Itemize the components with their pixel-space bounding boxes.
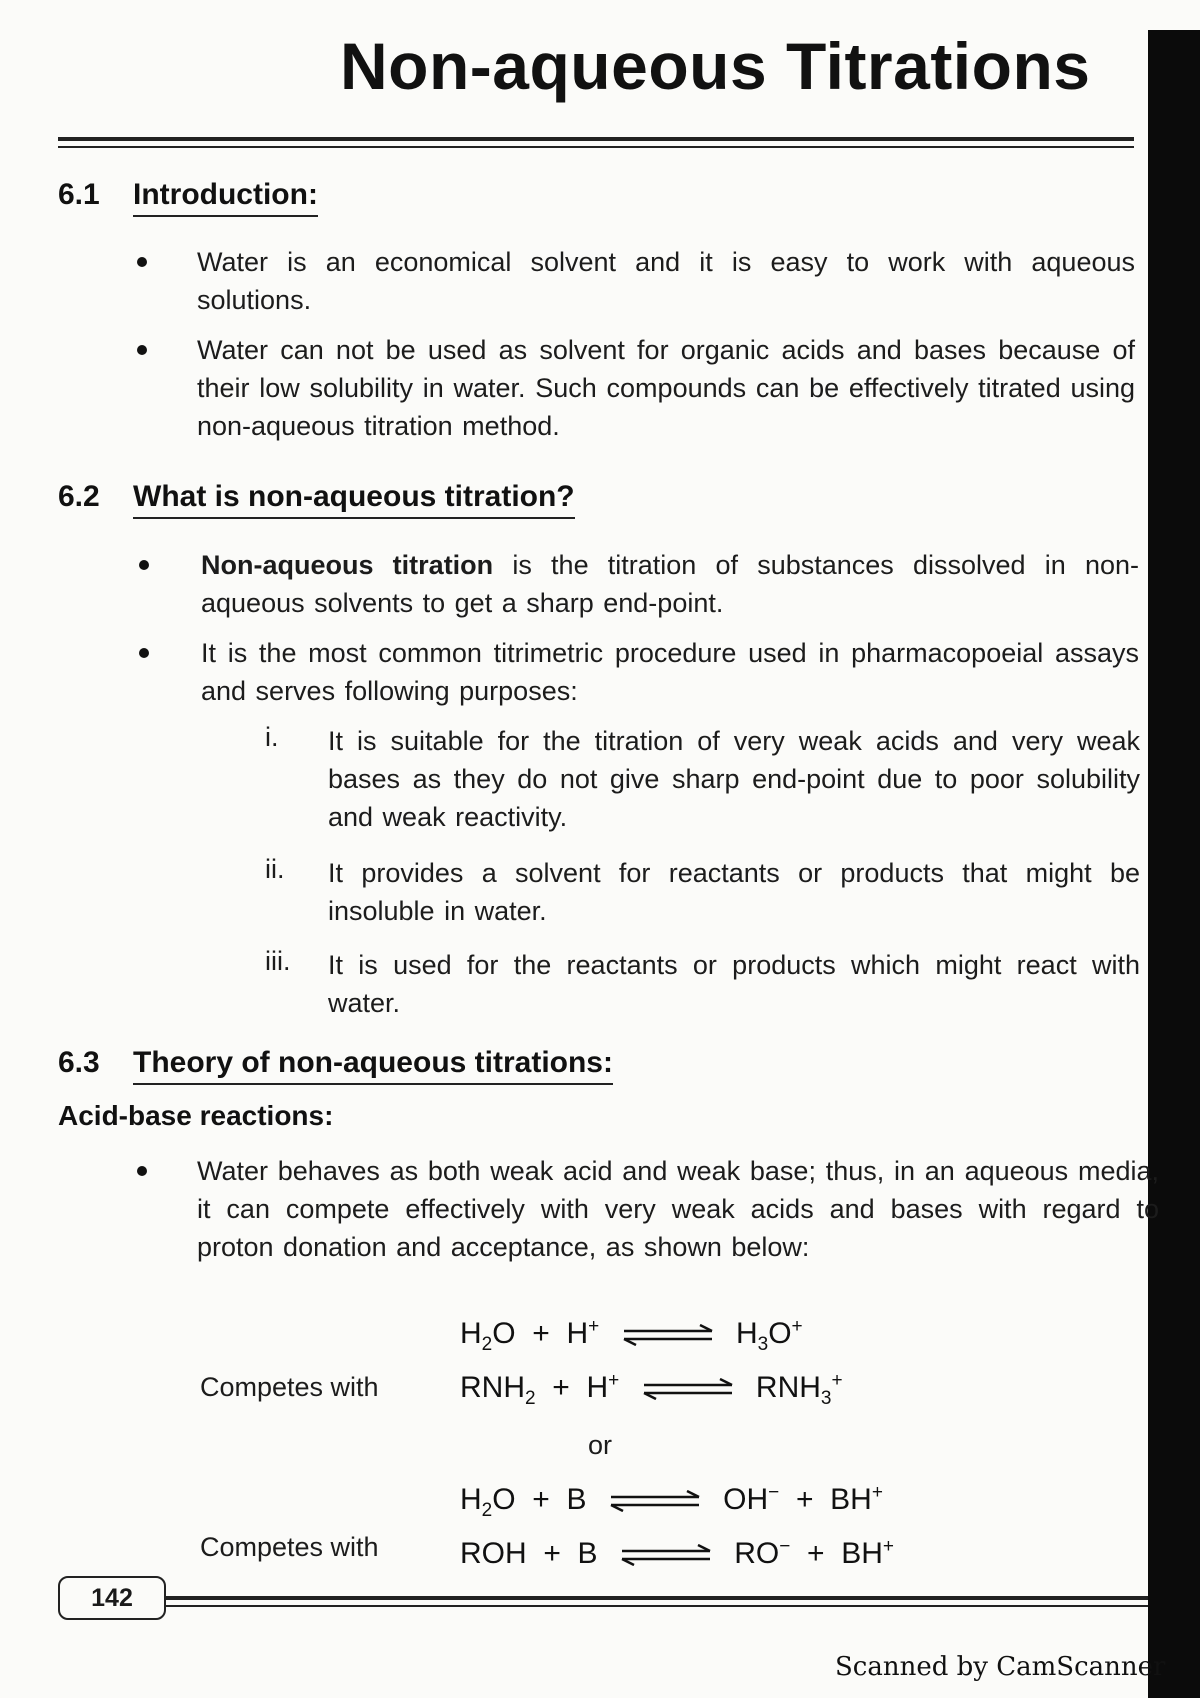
section-heading-6-3 xyxy=(58,1046,613,1080)
bullet-icon xyxy=(137,345,147,355)
purpose-item-3: It is used for the reactants or products which might react with water. xyxy=(328,950,1140,1018)
roman-numeral-i: i. xyxy=(265,722,279,752)
intro-bullet-2: Water can not be used as solvent for organic acids and bases because of their low solubility in water. Such compounds can be effectively titrated using non-aqueous titration method. xyxy=(197,335,1135,441)
equation-3: $H_2O + B$ OH− + BH+ xyxy=(460,1482,883,1521)
section-title: What is non-aqueous titration? xyxy=(133,480,575,519)
or-label: or xyxy=(588,1430,613,1460)
section-title: Theory of non-aqueous titrations: xyxy=(133,1046,613,1085)
competes-with-label-2: Competes with xyxy=(200,1532,379,1562)
section-heading-6-1 xyxy=(58,178,318,212)
purpose-bullet: It is the most common titrimetric procedure used in pharmacopoeial assays and serves following purposes: xyxy=(201,638,1139,706)
section-number: 6.1 xyxy=(58,178,100,211)
title-rule xyxy=(58,137,1134,141)
roman-numeral-iii: iii. xyxy=(265,946,291,976)
title-rule-thin xyxy=(58,146,1134,148)
competes-with-label-1: Competes with xyxy=(200,1372,379,1402)
equilibrium-arrow-icon xyxy=(640,1378,736,1400)
subheading-acid-base: Acid-base reactions: xyxy=(58,1100,334,1131)
section-number: 6.2 xyxy=(58,480,100,513)
footer-rule-thin xyxy=(162,1605,1148,1607)
equilibrium-arrow-icon xyxy=(607,1490,703,1512)
definition-bullet xyxy=(201,546,1139,622)
definition-term: Non-aqueous titration xyxy=(201,550,494,580)
equilibrium-arrow-icon xyxy=(620,1324,716,1346)
bullet-icon xyxy=(139,560,149,570)
scanner-watermark: Scanned by CamScanner xyxy=(835,1652,1166,1682)
equation-1: $H_2O + H^+$ $H_3O^+$ xyxy=(460,1316,803,1355)
footer-rule xyxy=(162,1596,1148,1600)
roman-numeral-ii: ii. xyxy=(265,854,285,884)
section-title: Introduction: xyxy=(133,178,318,217)
page-title: Non-aqueous Titrations xyxy=(340,29,1091,103)
equation-2: $RNH_2 + H^+$ $RNH_3^+$ xyxy=(460,1370,843,1409)
section-number: 6.3 xyxy=(58,1046,100,1079)
intro-bullet-1: Water is an economical solvent and it is easy to work with aqueous solutions. xyxy=(197,247,1135,315)
equilibrium-arrow-icon xyxy=(618,1544,714,1566)
purpose-item-1: It is suitable for the titration of very weak acids and very weak bases as they do not give sharp end-point due to poor solubility and weak reactivity. xyxy=(328,726,1140,832)
equation-4: ROH + B RO− + BH+ xyxy=(460,1536,895,1570)
scan-dark-edge xyxy=(1148,30,1200,1698)
bullet-icon xyxy=(139,648,149,658)
purpose-item-2: It provides a solvent for reactants or products that might be insoluble in water. xyxy=(328,858,1140,926)
theory-bullet: Water behaves as both weak acid and weak base; thus, in an aqueous media, it can compete effectively with very weak acids and bases with regard to proton donation and acceptance, as shown below: xyxy=(197,1156,1159,1262)
page-number: 142 xyxy=(58,1576,166,1620)
bullet-icon xyxy=(137,1166,147,1176)
bullet-icon xyxy=(137,257,147,267)
definition-text: is the titration of substances dissolved in non-aqueous solvents to get a sharp end-point. xyxy=(201,550,1139,618)
section-heading-6-2 xyxy=(58,480,575,514)
